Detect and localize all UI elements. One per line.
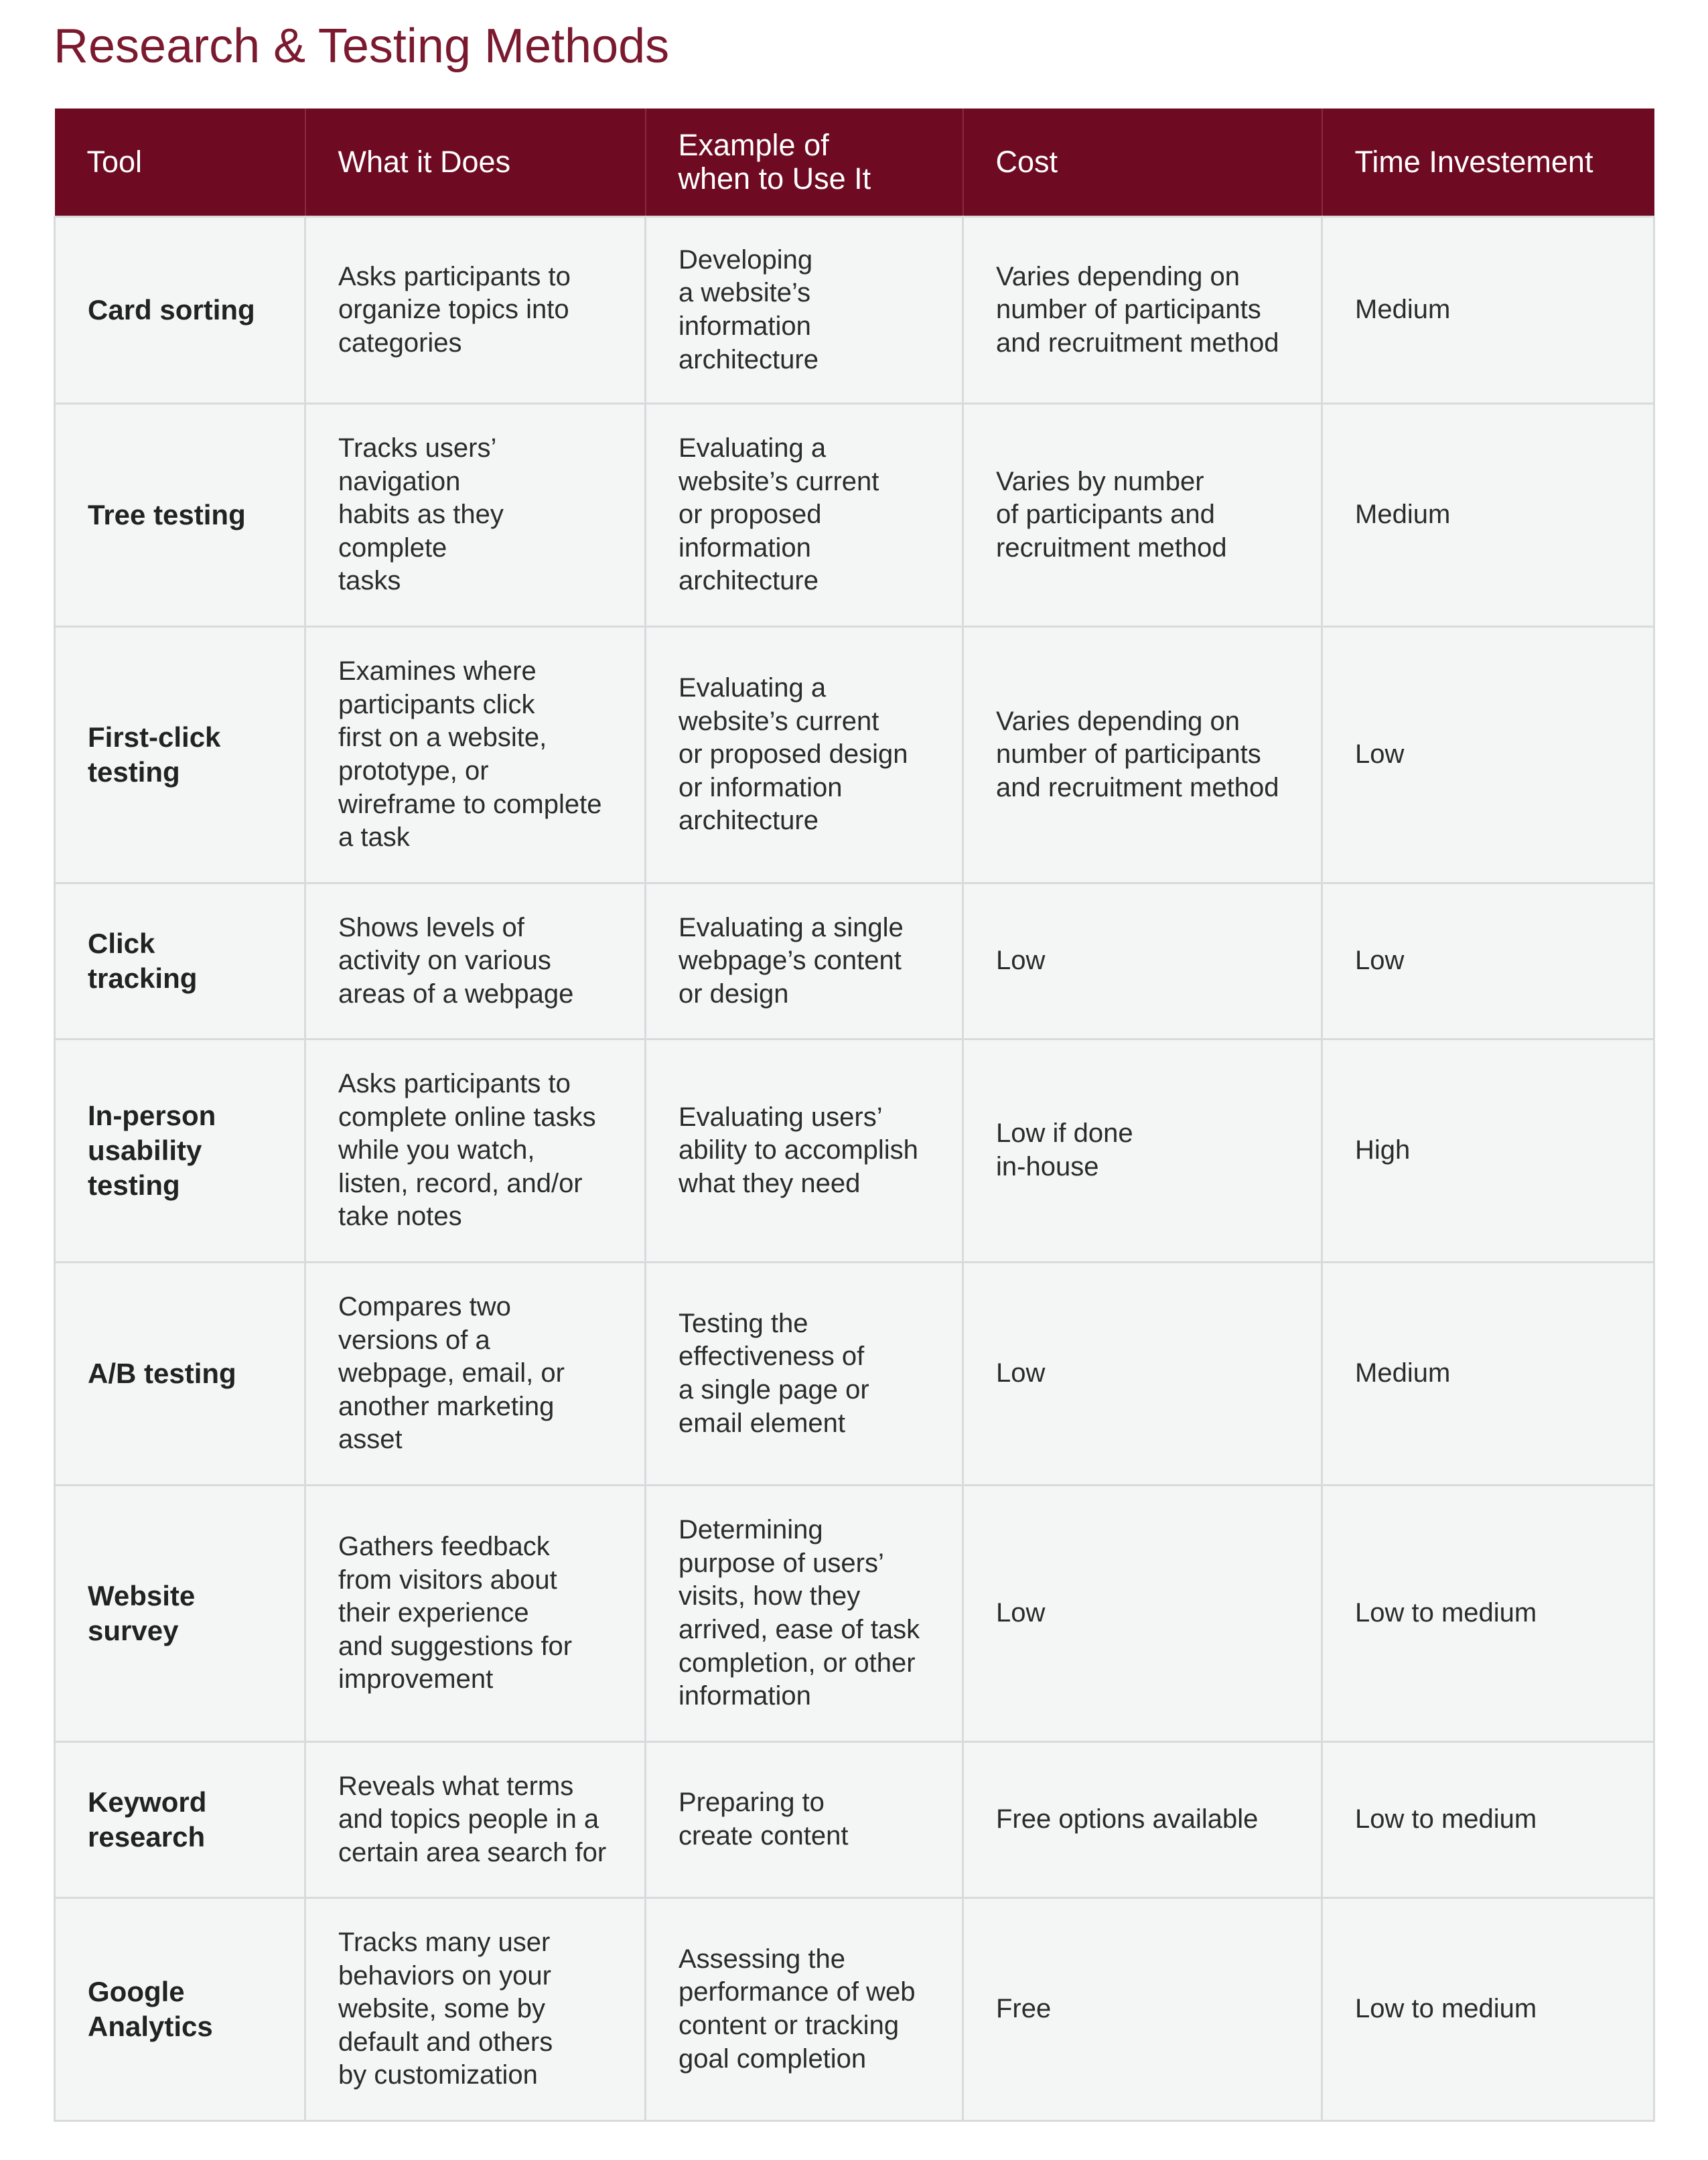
table-header [55,109,1654,217]
tool-name: A/B testing [88,1357,236,1389]
time-cell [1322,1486,1654,1742]
table-row [55,1039,1654,1263]
example-cell [646,1039,963,1263]
example-text: Evaluating users’ ability to accomplish what they need [679,1102,918,1198]
what-it-does-cell [305,1898,646,2121]
tool-name: Card sorting [88,293,255,326]
example-text: Evaluating a website’s current or proposed design or information architecture [679,673,908,836]
tool-name: Tree testing [88,498,246,530]
cost-cell [963,1263,1322,1486]
what-it-does-cell [305,1486,646,1742]
time-text: Medium [1355,295,1451,325]
example-text: Evaluating a website’s current or proposed information architecture [679,433,879,596]
table-row [55,883,1654,1039]
example-text: Determining purpose of users’ visits, how they arrived, ease of task completion, or other information [679,1515,920,1711]
time-cell [1322,1898,1654,2121]
table-row [55,627,1654,883]
cost-cell [963,1039,1322,1263]
example-cell [646,1742,963,1898]
time-text: Low to medium [1355,1994,1537,2024]
cost-cell [963,1742,1322,1898]
tool-cell [55,1039,305,1263]
table-row [55,1263,1654,1486]
column-header-example-label: Example of when to Use It [678,127,871,196]
cost-text: Free [996,1994,1052,2024]
example-cell [646,1486,963,1742]
example-text: Evaluating a single webpage’s content or design [679,912,904,1009]
column-header-cost [963,109,1322,217]
tool-cell [55,627,305,883]
cost-cell [963,1486,1322,1742]
tool-cell [55,217,305,404]
example-text: Developing a website’s information architecture [679,244,819,374]
time-cell [1322,217,1654,404]
what-it-does-cell [305,627,646,883]
table-row [55,404,1654,627]
tool-name: Website survey [88,1579,196,1646]
table-body [55,217,1654,2121]
table-row [55,1486,1654,1742]
cost-text: Free options available [996,1804,1259,1834]
column-header-example [646,109,963,217]
column-header-what-it-does [305,109,646,217]
example-cell [646,1898,963,2121]
time-cell [1322,627,1654,883]
cost-cell [963,627,1322,883]
header-row [55,109,1654,217]
cost-cell [963,404,1322,627]
tool-name: Click tracking [88,927,198,994]
time-cell [1322,1742,1654,1898]
table-row [55,217,1654,404]
what-it-does-cell [305,1263,646,1486]
tool-name: In-person usability testing [88,1099,216,1202]
time-cell [1322,1039,1654,1263]
page-title: Research & Testing Methods [54,19,670,73]
tool-cell [55,404,305,627]
what-it-does-text: Shows levels of activity on various areas of a webpage [338,912,574,1009]
time-text: Low to medium [1355,1804,1537,1834]
what-it-does-text: Compares two versions of a webpage, email, or another marketing asset [338,1292,565,1455]
column-header-what-it-does-label: What it Does [338,144,511,179]
column-header-tool [55,109,305,217]
table-row [55,1742,1654,1898]
example-cell [646,1263,963,1486]
methods-table [54,109,1655,2122]
what-it-does-text: Reveals what terms and topics people in a certain area search for [338,1771,607,1867]
what-it-does-cell [305,217,646,404]
column-header-time-investment-label: Time Investement [1354,144,1593,179]
what-it-does-cell [305,1039,646,1263]
cost-text: Low if done in-house [996,1119,1133,1181]
time-text: Medium [1355,1358,1451,1388]
column-header-tool-label: Tool [86,144,143,179]
tool-cell [55,1742,305,1898]
example-text: Preparing to create content [679,1788,849,1851]
what-it-does-text: Tracks users’ navigation habits as they complete tasks [338,433,504,596]
what-it-does-cell [305,404,646,627]
time-cell [1322,883,1654,1039]
example-cell [646,627,963,883]
cost-text: Varies depending on number of participants and recruitment method [996,706,1279,802]
example-cell [646,883,963,1039]
example-cell [646,217,963,404]
table-row [55,1898,1654,2121]
tool-name: Keyword research [88,1786,207,1853]
tool-name: First-click testing [88,721,221,788]
time-cell [1322,1263,1654,1486]
tool-cell [55,1898,305,2121]
tool-cell [55,1263,305,1486]
cost-cell [963,1898,1322,2121]
time-cell [1322,404,1654,627]
column-header-cost-label: Cost [995,144,1058,179]
example-text: Testing the effectiveness of a single page or email element [679,1308,869,1438]
cost-cell [963,883,1322,1039]
time-text: Low to medium [1355,1598,1537,1628]
time-text: Low [1355,946,1405,976]
cost-text: Varies by number of participants and recruitment method [996,466,1227,563]
cost-text: Low [996,946,1046,976]
tool-cell [55,1486,305,1742]
what-it-does-cell [305,883,646,1039]
what-it-does-text: Examines where participants click first on a website, prototype, or wireframe to complete a task [338,656,602,853]
tool-name: Google Analytics [88,1975,213,2042]
what-it-does-text: Asks participants to complete online tasks while you watch, listen, record, and/or take notes [338,1069,596,1232]
example-cell [646,404,963,627]
what-it-does-text: Asks participants to organize topics into categories [338,261,571,358]
time-text: High [1355,1135,1411,1165]
cost-text: Low [996,1358,1046,1388]
cost-cell [963,217,1322,404]
what-it-does-text: Gathers feedback from visitors about their experience and suggestions for improvement [338,1532,573,1695]
time-text: Medium [1355,500,1451,530]
column-header-time-investment [1322,109,1654,217]
what-it-does-text: Tracks many user behaviors on your website, some by default and others by customization [338,1928,553,2090]
example-text: Assessing the performance of web content or tracking goal completion [679,1944,916,2074]
cost-text: Low [996,1598,1046,1628]
cost-text: Varies depending on number of participants and recruitment method [996,261,1279,358]
tool-cell [55,883,305,1039]
time-text: Low [1355,739,1405,770]
what-it-does-cell [305,1742,646,1898]
